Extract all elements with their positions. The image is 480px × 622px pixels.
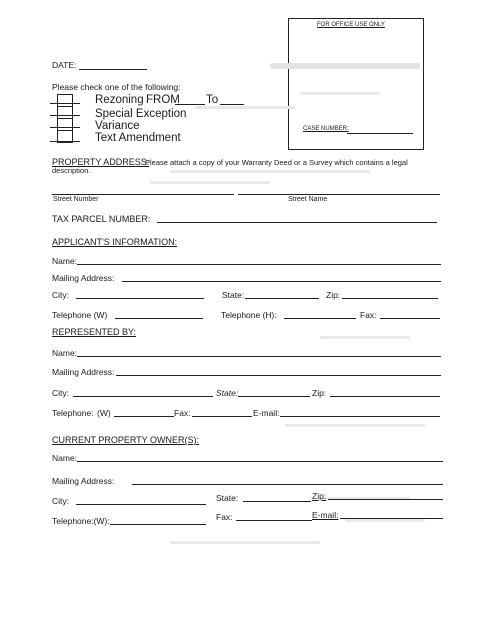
represented-w-label: (W): [97, 408, 111, 418]
represented-city-line[interactable]: [73, 396, 213, 397]
applicant-tel-w-line[interactable]: [115, 318, 203, 319]
to-line[interactable]: [220, 104, 244, 105]
checkbox-line: [50, 141, 80, 142]
applicant-name-line[interactable]: [77, 264, 441, 265]
applicant-state-label: State:: [222, 290, 245, 300]
represented-mailing-line[interactable]: [116, 375, 441, 376]
owner-mailing-line[interactable]: [132, 484, 443, 485]
checkbox-line: [50, 127, 80, 128]
represented-email-label: E-mail:: [253, 408, 280, 418]
represented-state-line[interactable]: [238, 396, 310, 397]
property-note: Please attach a copy of your Warranty Deed or a Survey which contains a legal: [145, 158, 408, 167]
represented-mailing-label: Mailing Address:: [52, 367, 115, 377]
represented-email-line[interactable]: [280, 416, 440, 417]
owner-state-label: State:: [216, 493, 239, 503]
owner-city-line[interactable]: [76, 504, 206, 505]
applicant-zip-label: Zip:: [326, 290, 341, 300]
faint-mark: [320, 336, 410, 339]
owner-email-label: E-mail:: [312, 510, 339, 520]
option-to: To: [206, 94, 219, 106]
owner-tel-line[interactable]: [110, 524, 206, 525]
applicant-mailing-line[interactable]: [122, 281, 441, 282]
faint-mark: [270, 63, 420, 69]
applicant-tel-w-label: Telephone (W): [52, 310, 108, 320]
represented-tel-line[interactable]: [114, 416, 174, 417]
faint-mark: [300, 92, 380, 95]
represented-name-label: Name:: [52, 348, 78, 358]
owner-zip-line[interactable]: [328, 499, 443, 500]
applicant-tel-h-label: Telephone (H):: [221, 310, 277, 320]
tax-parcel-line[interactable]: [157, 222, 437, 223]
faint-mark: [345, 519, 425, 522]
owner-name-label: Name:: [52, 453, 78, 463]
owner-name-line[interactable]: [77, 461, 443, 462]
applicant-heading: APPLICANT'S INFORMATION:: [52, 237, 178, 247]
street-number-line[interactable]: [52, 194, 234, 195]
owner-mailing-label: Mailing Address:: [52, 476, 115, 486]
case-number-label: CASE NUMBER:: [303, 126, 349, 132]
office-use-title: FOR OFFICE USE ONLY: [317, 22, 385, 28]
owner-email-line[interactable]: [340, 518, 443, 519]
represented-city-label: City:: [52, 388, 69, 398]
date-line[interactable]: [79, 69, 147, 70]
owner-city-label: City:: [52, 496, 69, 506]
applicant-city-label: City:: [52, 290, 69, 300]
applicant-mailing-label: Mailing Address:: [52, 273, 115, 283]
represented-name-line[interactable]: [77, 356, 441, 357]
tax-parcel-label: TAX PARCEL NUMBER:: [52, 214, 151, 224]
checkbox-line: [50, 115, 80, 116]
option-special-exception: Special Exception: [95, 108, 187, 120]
property-note-2: description.: [52, 166, 91, 175]
owner-state-line[interactable]: [243, 501, 311, 502]
faint-mark: [150, 181, 270, 184]
owner-fax-line[interactable]: [236, 520, 312, 521]
faint-mark: [195, 106, 295, 109]
date-label: DATE:: [52, 60, 77, 70]
option-rezoning: Rezoning: [95, 94, 144, 106]
street-name-line[interactable]: [238, 194, 440, 195]
represented-heading: REPRESENTED BY:: [52, 327, 137, 337]
applicant-state-line[interactable]: [245, 298, 319, 299]
case-number-line[interactable]: [347, 133, 413, 134]
owner-zip-label: Zip:: [312, 491, 327, 501]
check-prompt: Please check one of the following:: [52, 82, 181, 92]
applicant-zip-line[interactable]: [342, 298, 438, 299]
applicant-fax-label: Fax:: [360, 310, 377, 320]
applicant-city-line[interactable]: [76, 298, 204, 299]
represented-fax-label: Fax:: [174, 408, 191, 418]
applicant-fax-line[interactable]: [380, 318, 440, 319]
street-name-label: Street Name: [288, 196, 328, 203]
faint-mark: [170, 170, 370, 173]
checkbox-line: [50, 103, 80, 104]
office-use-box: [288, 18, 424, 150]
option-text-amendment: Text Amendment: [95, 132, 181, 144]
owner-tel-label: Telephone:(W):: [52, 516, 110, 526]
represented-tel-label: Telephone:: [52, 408, 94, 418]
represented-zip-line[interactable]: [330, 396, 440, 397]
represented-fax-line[interactable]: [192, 416, 252, 417]
option-variance: Variance: [95, 120, 140, 132]
owner-fax-label: Fax:: [216, 512, 233, 522]
property-heading: PROPERTY ADDRESS:: [52, 157, 150, 167]
represented-zip-label: Zip:: [312, 388, 327, 398]
option-from: FROM: [146, 94, 180, 106]
from-line[interactable]: [175, 104, 205, 105]
represented-state-label: State:: [216, 388, 239, 398]
owner-heading: CURRENT PROPERTY OWNER(S):: [52, 435, 200, 445]
applicant-name-label: Name:: [52, 256, 78, 266]
applicant-tel-h-line[interactable]: [284, 318, 356, 319]
faint-mark: [170, 541, 320, 544]
faint-mark: [285, 424, 425, 427]
street-number-label: Street Number: [53, 196, 99, 203]
